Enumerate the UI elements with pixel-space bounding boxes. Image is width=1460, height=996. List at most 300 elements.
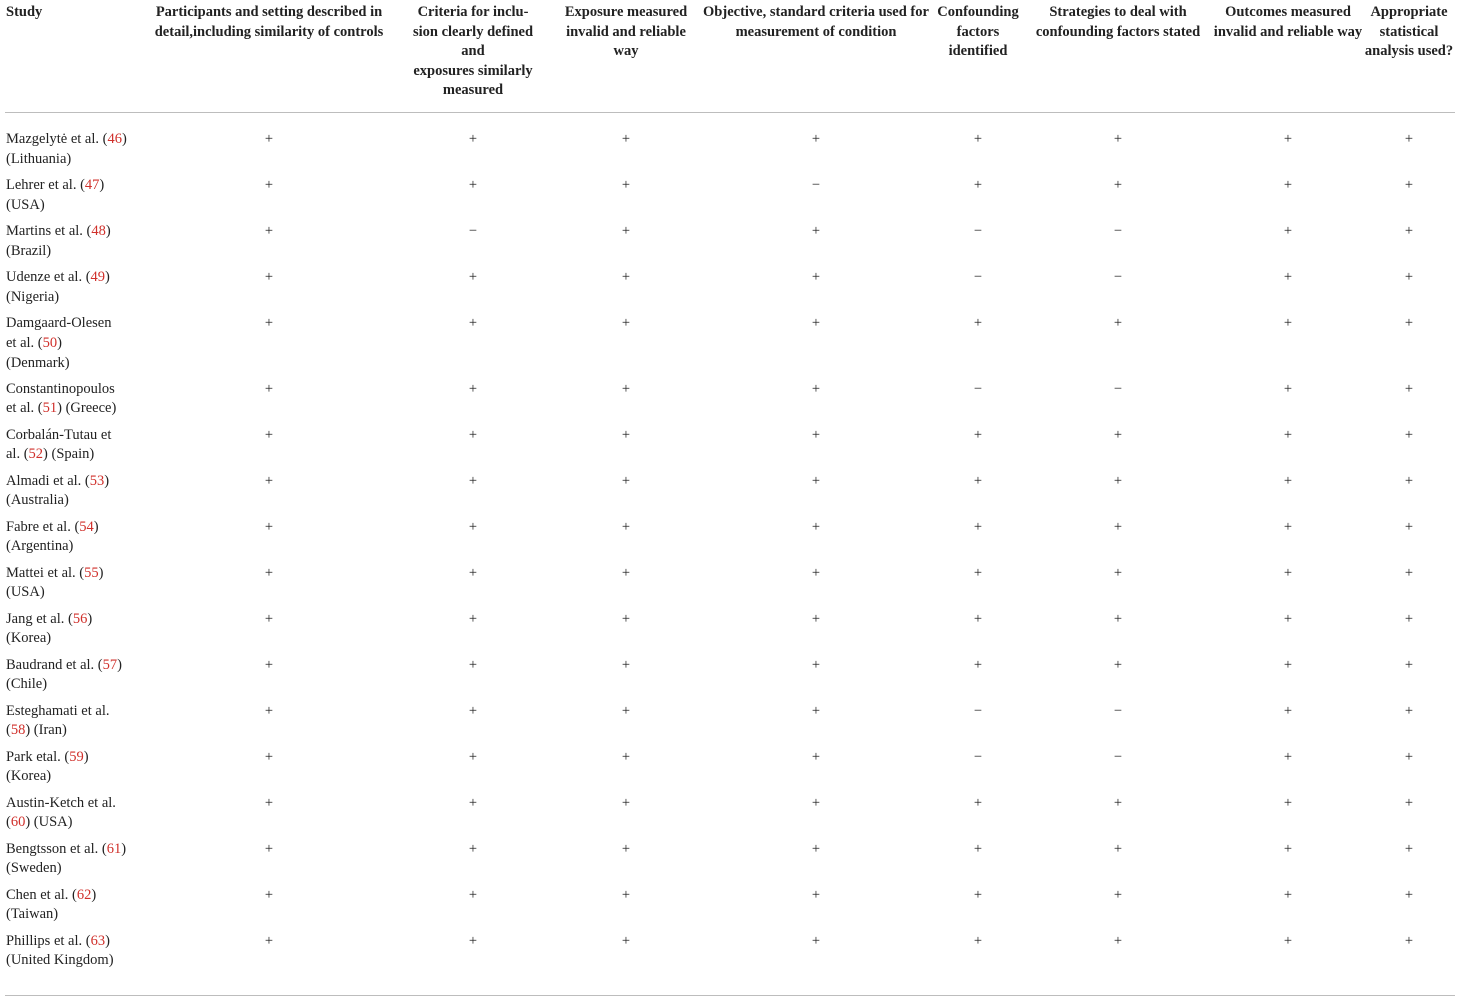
rating-mark: + (621, 269, 631, 285)
header-row (5, 0, 1455, 113)
rating-mark: + (1283, 177, 1293, 193)
reference-link: 60 (10, 814, 26, 831)
rating-mark: + (1283, 564, 1293, 581)
table-row (5, 268, 1455, 314)
study-paren: ) (91, 886, 97, 903)
study-cell (5, 113, 145, 177)
criterion-cell (553, 268, 699, 314)
rating-mark: + (1283, 748, 1293, 765)
rating-mark: + (621, 472, 631, 489)
study-cell (5, 472, 145, 518)
criterion-cell (553, 610, 699, 656)
study-cell (5, 380, 145, 426)
rating-mark: + (1113, 177, 1123, 193)
study-paren: ) (104, 472, 110, 489)
rating-mark: + (468, 177, 478, 193)
rating-mark: + (1283, 932, 1293, 949)
rating-mark: + (468, 564, 478, 581)
study-paren: ) (121, 840, 127, 857)
criterion-cell (699, 268, 933, 314)
criterion-cell (145, 472, 393, 518)
rating-mark: + (811, 518, 821, 535)
rating-mark: + (468, 886, 478, 903)
header-participants-setting: Participants and setting described in detail,including similarity of controls (145, 0, 393, 113)
criterion-cell (699, 472, 933, 518)
criterion-cell (145, 794, 393, 840)
header-inclusion-line4: exposures similarly (413, 62, 533, 79)
rating-mark: − (1113, 380, 1123, 397)
criterion-cell (1363, 748, 1455, 794)
rating-mark: + (1283, 794, 1293, 811)
criterion-cell (553, 314, 699, 380)
study-paren: ) (Spain) (43, 446, 95, 463)
rating-mark: − (811, 177, 821, 193)
criterion-cell (1023, 268, 1213, 314)
study-cell (5, 518, 145, 564)
study-author: Austin-Ketch et al. (6, 794, 116, 811)
rating-mark: + (1404, 380, 1414, 397)
criterion-cell (145, 656, 393, 702)
study-paren: ) (93, 518, 99, 535)
study-paren: ) (105, 932, 110, 949)
reference-link: 56 (72, 610, 88, 627)
table-row (5, 472, 1455, 518)
study-country: (Nigeria) (6, 288, 60, 305)
criterion-cell (1363, 932, 1455, 996)
study-author: Mattei et al. ( (6, 564, 85, 581)
criterion-cell (1213, 176, 1363, 222)
criterion-cell (553, 472, 699, 518)
criterion-cell (699, 564, 933, 610)
study-author: Constantinopoulos (6, 380, 115, 397)
rating-mark: + (621, 380, 631, 397)
rating-mark: + (811, 269, 821, 285)
criterion-cell (699, 314, 933, 380)
rating-mark: + (468, 269, 478, 285)
rating-mark: + (1113, 315, 1123, 331)
table-row (5, 794, 1455, 840)
criterion-cell (553, 840, 699, 886)
study-country: (Australia) (6, 492, 69, 509)
criterion-cell (1213, 518, 1363, 564)
header-confounding-factors: Confounding factors identified (933, 0, 1023, 113)
rating-mark: + (973, 840, 983, 857)
criterion-cell (1023, 840, 1213, 886)
study-country: (USA) (6, 584, 45, 601)
criterion-cell (1363, 222, 1455, 268)
rating-mark: + (264, 564, 274, 581)
criterion-cell (1023, 113, 1213, 177)
rating-mark: + (264, 840, 274, 857)
reference-link: 53 (89, 472, 105, 489)
table-row (5, 222, 1455, 268)
criterion-cell (1023, 518, 1213, 564)
study-author-cont: et al. ( (6, 334, 43, 351)
rating-mark: + (468, 932, 478, 949)
rating-mark: + (1404, 656, 1414, 673)
rating-mark: + (1404, 315, 1414, 331)
quality-assessment-table (5, 0, 1455, 996)
criterion-cell (145, 380, 393, 426)
reference-link: 63 (90, 932, 106, 949)
rating-mark: + (1113, 610, 1123, 627)
rating-mark: + (1404, 886, 1414, 903)
rating-mark: + (264, 518, 274, 535)
rating-mark: + (1404, 426, 1414, 443)
criterion-cell (1363, 656, 1455, 702)
study-cell (5, 426, 145, 472)
rating-mark: + (621, 131, 631, 147)
criterion-cell (1363, 314, 1455, 380)
rating-mark: + (1283, 223, 1293, 239)
table-row (5, 886, 1455, 932)
criterion-cell (145, 748, 393, 794)
study-author: Chen et al. ( (6, 886, 77, 903)
criterion-cell (1023, 472, 1213, 518)
criterion-cell (1363, 113, 1455, 177)
criterion-cell (145, 518, 393, 564)
criterion-cell (553, 564, 699, 610)
table-row (5, 564, 1455, 610)
study-author: Baudrand et al. ( (6, 656, 103, 673)
rating-mark: + (1113, 656, 1123, 673)
criterion-cell (699, 222, 933, 268)
rating-mark: + (811, 656, 821, 673)
rating-mark: − (1113, 748, 1123, 765)
rating-mark: + (621, 794, 631, 811)
rating-mark: + (1283, 472, 1293, 489)
study-paren: ) (87, 610, 93, 627)
rating-mark: − (1113, 269, 1123, 285)
rating-mark: + (1404, 518, 1414, 535)
criterion-cell (553, 748, 699, 794)
rating-mark: + (468, 656, 478, 673)
rating-mark: + (621, 315, 631, 331)
rating-mark: + (1283, 518, 1293, 535)
rating-mark: + (1404, 177, 1414, 193)
criterion-cell (1023, 932, 1213, 996)
header-inclusion-line2: sion clearly defined (412, 23, 534, 40)
rating-mark: + (1283, 426, 1293, 443)
criterion-cell (393, 472, 553, 518)
study-author: Mazgelytė et al. ( (6, 131, 108, 147)
study-paren: ) (105, 269, 110, 285)
rating-mark: + (264, 177, 274, 193)
rating-mark: + (468, 794, 478, 811)
header-inclusion-criteria (393, 0, 553, 113)
table-row (5, 518, 1455, 564)
criterion-cell (145, 222, 393, 268)
criterion-cell (1213, 113, 1363, 177)
study-paren: ) (Greece) (57, 400, 117, 417)
rating-mark: + (973, 177, 983, 193)
study-cell (5, 564, 145, 610)
study-country: (Sweden) (6, 860, 62, 877)
rating-mark: + (1404, 269, 1414, 285)
table-row (5, 426, 1455, 472)
reference-link: 57 (102, 656, 118, 673)
reference-link: 61 (106, 840, 122, 857)
rating-mark: + (621, 610, 631, 627)
rating-mark: + (973, 564, 983, 581)
rating-mark: + (973, 315, 983, 331)
rating-mark: + (1404, 748, 1414, 765)
study-author: Bengtsson et al. ( (6, 840, 107, 857)
criterion-cell (1213, 610, 1363, 656)
study-cell (5, 610, 145, 656)
rating-mark: − (973, 748, 983, 765)
criterion-cell (1213, 656, 1363, 702)
rating-mark: + (264, 748, 274, 765)
rating-mark: + (468, 702, 478, 719)
criterion-cell (933, 314, 1023, 380)
rating-mark: + (973, 886, 983, 903)
study-paren: ) (105, 223, 111, 239)
rating-mark: + (1404, 702, 1414, 719)
criterion-cell (699, 840, 933, 886)
rating-mark: + (811, 932, 821, 949)
criterion-cell (1213, 380, 1363, 426)
reference-link: 58 (10, 722, 26, 739)
criterion-cell (1363, 268, 1455, 314)
rating-mark: + (468, 610, 478, 627)
criterion-cell (393, 113, 553, 177)
criterion-cell (933, 472, 1023, 518)
rating-mark: + (468, 131, 478, 147)
rating-mark: + (621, 932, 631, 949)
criterion-cell (393, 886, 553, 932)
criterion-cell (393, 794, 553, 840)
rating-mark: + (621, 564, 631, 581)
rating-mark: + (973, 794, 983, 811)
criterion-cell (1023, 886, 1213, 932)
criterion-cell (1213, 886, 1363, 932)
rating-mark: + (468, 380, 478, 397)
rating-mark: + (811, 610, 821, 627)
criterion-cell (933, 656, 1023, 702)
study-paren: ) (117, 656, 122, 673)
rating-mark: + (973, 932, 983, 949)
study-cell (5, 702, 145, 748)
criterion-cell (1213, 222, 1363, 268)
study-author: Martins et al. ( (6, 223, 92, 239)
rating-mark: + (1283, 315, 1293, 331)
rating-mark: + (1283, 380, 1293, 397)
criterion-cell (699, 610, 933, 656)
study-author-cont: et al. ( (6, 400, 43, 417)
study-country: (United Kingdom) (6, 952, 114, 969)
table-row (5, 932, 1455, 996)
rating-mark: + (264, 610, 274, 627)
study-cell (5, 840, 145, 886)
rating-mark: + (621, 223, 631, 239)
rating-mark: + (973, 426, 983, 443)
rating-mark: + (1404, 131, 1414, 147)
criterion-cell (933, 426, 1023, 472)
rating-mark: + (264, 131, 274, 147)
criterion-cell (145, 314, 393, 380)
rating-mark: + (973, 656, 983, 673)
rating-mark: + (973, 610, 983, 627)
criterion-cell (1363, 886, 1455, 932)
criterion-cell (553, 932, 699, 996)
criterion-cell (1213, 426, 1363, 472)
rating-mark: + (264, 932, 274, 949)
criterion-cell (1213, 702, 1363, 748)
criterion-cell (1023, 702, 1213, 748)
criterion-cell (1213, 748, 1363, 794)
rating-mark: + (264, 269, 274, 285)
study-cell (5, 656, 145, 702)
rating-mark: + (264, 656, 274, 673)
study-author: Phillips et al. ( (6, 932, 91, 949)
rating-mark: + (973, 518, 983, 535)
rating-mark: + (973, 131, 983, 147)
criterion-cell (933, 886, 1023, 932)
rating-mark: + (264, 794, 274, 811)
study-author-cont: al. ( (6, 446, 29, 463)
rating-mark: − (973, 380, 983, 397)
study-paren: ) (Iran) (25, 722, 67, 739)
rating-mark: + (1113, 932, 1123, 949)
criterion-cell (1363, 564, 1455, 610)
rating-mark: + (1113, 131, 1123, 147)
study-cell (5, 314, 145, 380)
study-author: Damgaard-Olesen (6, 315, 112, 331)
rating-mark: − (973, 269, 983, 285)
study-author: Park etal. ( (6, 748, 70, 765)
rating-mark: + (468, 472, 478, 489)
rating-mark: + (811, 223, 821, 239)
rating-mark: + (811, 564, 821, 581)
criterion-cell (553, 113, 699, 177)
rating-mark: + (811, 472, 821, 489)
study-cell (5, 176, 145, 222)
criterion-cell (553, 886, 699, 932)
criterion-cell (1363, 610, 1455, 656)
rating-mark: − (973, 702, 983, 719)
criterion-cell (145, 268, 393, 314)
header-inclusion-line3: and (461, 43, 485, 59)
criterion-cell (145, 610, 393, 656)
study-country: (USA) (6, 196, 45, 213)
rating-mark: + (1113, 518, 1123, 535)
criterion-cell (933, 748, 1023, 794)
rating-mark: + (811, 380, 821, 397)
rating-mark: + (811, 886, 821, 903)
criterion-cell (1363, 380, 1455, 426)
criterion-cell (1213, 840, 1363, 886)
criterion-cell (1363, 702, 1455, 748)
criterion-cell (699, 426, 933, 472)
criterion-cell (393, 702, 553, 748)
header-outcomes-measured: Outcomes measured invalid and reliable way (1213, 0, 1363, 113)
reference-link: 51 (42, 400, 58, 417)
table-body (5, 113, 1455, 996)
rating-mark: + (811, 840, 821, 857)
rating-mark: + (1283, 131, 1293, 147)
criterion-cell (699, 113, 933, 177)
rating-mark: + (621, 702, 631, 719)
study-author: Lehrer et al. ( (6, 177, 85, 193)
criterion-cell (145, 113, 393, 177)
rating-mark: + (1404, 564, 1414, 581)
criterion-cell (1363, 472, 1455, 518)
criterion-cell (1023, 426, 1213, 472)
criterion-cell (393, 268, 553, 314)
study-cell (5, 932, 145, 996)
header-inclusion-line1: Criteria for inclu- (417, 4, 529, 20)
criterion-cell (145, 886, 393, 932)
criterion-cell (393, 840, 553, 886)
rating-mark: + (1283, 610, 1293, 627)
rating-mark: + (621, 177, 631, 193)
rating-mark: + (1283, 702, 1293, 719)
header-study: Study (5, 0, 145, 113)
study-cell (5, 748, 145, 794)
reference-link: 55 (84, 564, 99, 581)
criterion-cell (1023, 794, 1213, 840)
rating-mark: + (1404, 610, 1414, 627)
criterion-cell (699, 886, 933, 932)
table-row (5, 610, 1455, 656)
criterion-cell (393, 748, 553, 794)
reference-link: 47 (84, 177, 100, 193)
study-author: Esteghamati et al. (6, 702, 110, 719)
study-paren: ) (99, 177, 105, 193)
criterion-cell (699, 932, 933, 996)
criterion-cell (933, 564, 1023, 610)
criterion-cell (393, 518, 553, 564)
criterion-cell (1023, 564, 1213, 610)
criterion-cell (1023, 610, 1213, 656)
rating-mark: + (1283, 269, 1293, 285)
criterion-cell (553, 176, 699, 222)
rating-mark: + (468, 315, 478, 331)
header-exposure-measured: Exposure measured invalid and reliable way (553, 0, 699, 113)
criterion-cell (553, 426, 699, 472)
criterion-cell (699, 702, 933, 748)
rating-mark: + (973, 472, 983, 489)
reference-link: 54 (79, 518, 94, 535)
rating-mark: + (468, 840, 478, 857)
criterion-cell (1213, 794, 1363, 840)
rating-mark: + (468, 426, 478, 443)
criterion-cell (553, 794, 699, 840)
study-author: Almadi et al. ( (6, 472, 90, 489)
criterion-cell (933, 840, 1023, 886)
study-cell (5, 794, 145, 840)
study-country: (Korea) (6, 768, 52, 785)
rating-mark: + (1113, 886, 1123, 903)
study-author-cont: ( (6, 722, 11, 739)
rating-mark: + (621, 748, 631, 765)
study-country: (Lithuania) (6, 150, 72, 167)
criterion-cell (1023, 656, 1213, 702)
criterion-cell (699, 380, 933, 426)
criterion-cell (1363, 176, 1455, 222)
study-cell (5, 886, 145, 932)
criterion-cell (933, 176, 1023, 222)
criterion-cell (1363, 794, 1455, 840)
criterion-cell (699, 794, 933, 840)
study-country: (Argentina) (6, 538, 74, 555)
rating-mark: + (621, 656, 631, 673)
criterion-cell (393, 932, 553, 996)
header-confounding-strategies: Strategies to deal with confounding factors stated (1023, 0, 1213, 113)
rating-mark: + (1404, 932, 1414, 949)
study-country: (Chile) (6, 676, 48, 693)
